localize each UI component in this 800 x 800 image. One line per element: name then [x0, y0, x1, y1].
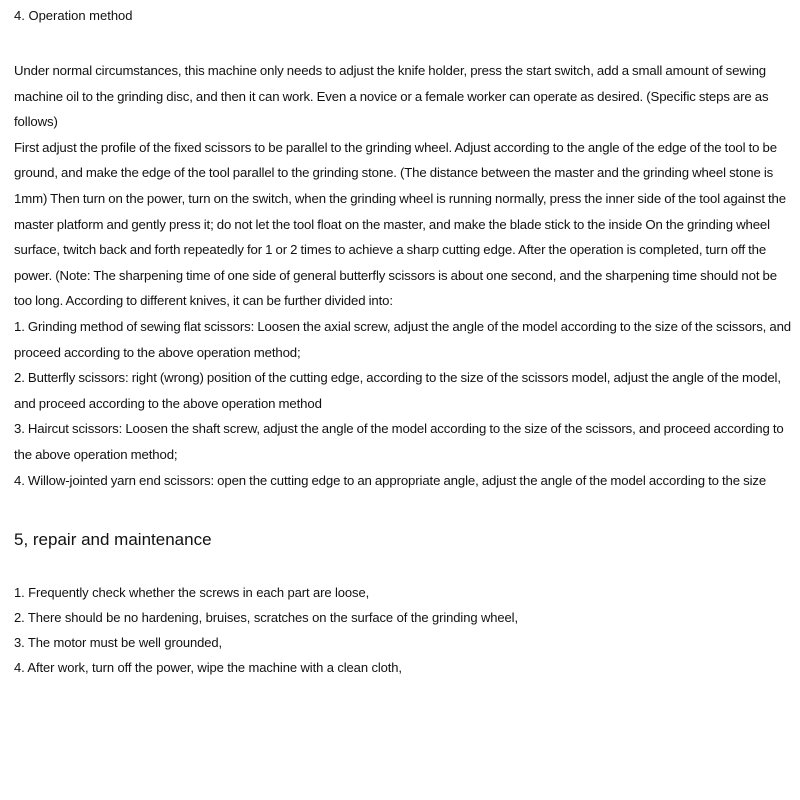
haircut-scissors-paragraph: 3. Haircut scissors: Loosen the shaft screw, adjust the angle of the model according to the size of the scissors, and proceed according to the above operation method;: [14, 421, 784, 462]
list-item: 3. The motor must be well grounded,: [14, 635, 222, 650]
flat-scissors-paragraph: 1. Grinding method of sewing flat scissors: Loosen the axial screw, adjust the angle of the model according to the size of the scissors, and proceed according to the above operation method;: [14, 318, 792, 360]
yarn-end-scissors-paragraph: 4. Willow-jointed yarn end scissors: open the cutting edge to an appropriate angle, adjust the angle of the model according to the size: [14, 472, 767, 488]
list-item: 1. Frequently check whether the screws in each part are loose,: [14, 585, 370, 600]
list-item: 4. After work, turn off the power, wipe the machine with a clean cloth,: [14, 660, 402, 675]
operation-method-body: [14, 58, 796, 493]
operation-method-heading: 4. Operation method: [14, 8, 133, 23]
intro-paragraph: Under normal circumstances, this machine only needs to adjust the knife holder, press the start switch, add a small amount of sewing machine oil to the grinding disc, and then it can work. Even a novice or a female worker can operate as desired. (Specific steps are as follows): [14, 63, 769, 130]
list-item: 2. There should be no hardening, bruises, scratches on the surface of the grinding wheel,: [14, 610, 518, 625]
butterfly-scissors-paragraph: 2. Butterfly scissors: right (wrong) position of the cutting edge, according to the size of the scissors model, adjust the angle of the model, and proceed according to the above operation method: [14, 370, 781, 411]
steps-paragraph: First adjust the profile of the fixed scissors to be parallel to the grinding wheel. Adjust according to the angle of the edge of the tool to be ground, and make the edge of the tool parallel to the grinding stone. (The distance between the master and the grinding wheel stone is 1mm) Then turn on the power, turn on the switch, when the grinding wheel is running normally, press the inner side of the tool against the master platform and gently press it; do not let the tool float on the master, and make the blade stick to the inside On the grinding wheel surface, twitch back and forth repeatedly for 1 or 2 times to achieve a sharp cutting edge. After the operation is completed, turn off the power. (Note: The sharpening time of one side of general butterfly scissors is about one second, and the sharpening time should not be too long. According to different knives, it can be further divided into:: [14, 139, 786, 309]
repair-maintenance-heading: 5, repair and maintenance: [14, 530, 212, 549]
maintenance-list: [14, 580, 518, 680]
